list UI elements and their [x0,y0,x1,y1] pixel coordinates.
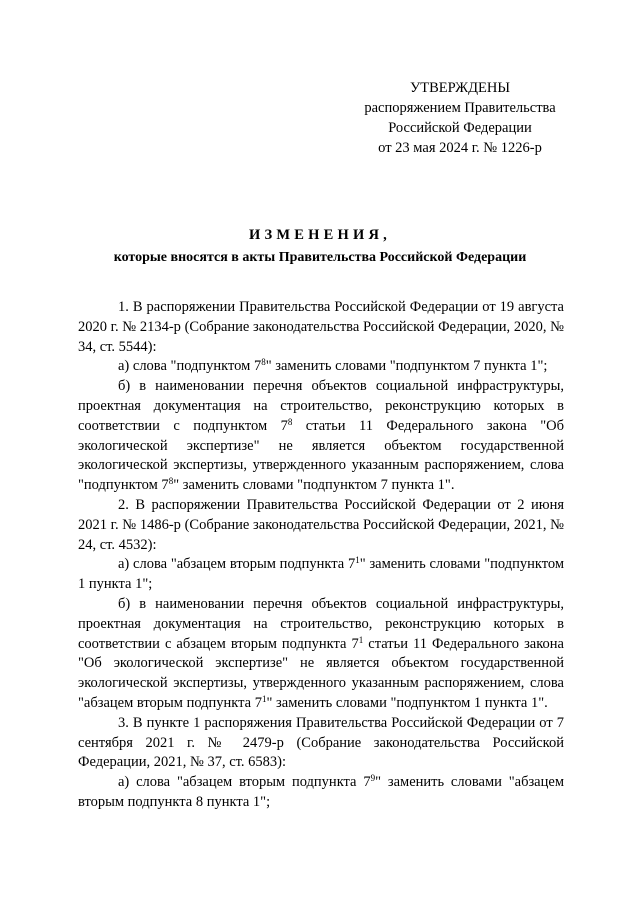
superscript: 1 [355,555,360,566]
paragraph-3a [78,773,564,813]
approval-heading: УТВЕРЖДЕНЫ [409,80,511,96]
text-run: " заменить словами "абзацем вторым подпункта 8 пункта 1"; [78,774,564,810]
paragraph-2a [78,555,564,595]
document-subtitle: которые вносятся в акты Правительства Российской Федерации [113,250,527,265]
paragraph-1a [78,357,564,377]
superscript: 9 [370,773,376,784]
paragraph-1: 1. В распоряжении Правительства Российской Федерации от 19 августа 2020 г. № 2134-р (Собрание законодательства Российской Федерации, 2020, № 34, ст. 5544): [78,299,564,355]
text-run: а) слова "абзацем вторым подпункта 7 [118,556,356,573]
document-title: ИЗМЕНЕНИЯ, [249,227,391,243]
text-run: " заменить словами "подпунктом 7 пункта 1"; [265,358,548,375]
text-run: статьи 11 Федерального закона "Об экологической экспертизе" не является объектом государственной экологической экспертизы, утвержденного указанным распоряжением, слова "абзацем вторым подпункта 7 [78,635,564,711]
approval-authority: распоряжением Правительства [364,100,556,116]
superscript: 8 [287,416,293,427]
approval-stamp [340,78,580,158]
text-run: " заменить словами "подпунктом 7 пункта 1". [173,477,455,494]
text-run: статьи 11 Федерального закона "Об экологической экспертизе" не является объектом государственной экологической экспертизы, утвержденного указанным распоряжением, слова "подпунктом 7 [78,417,564,494]
text-run: " заменить словами "подпунктом 1 пункта 1"; [78,556,565,593]
superscript: 8 [261,357,266,368]
text-run: а) слова "абзацем вторым подпункта 7 [118,774,371,791]
paragraph-2: 2. В распоряжении Правительства Российской Федерации от 2 июня 2021 г. № 1486-р (Собрание законодательства Российской Федерации, 2021, № 24, ст. 4532): [78,496,564,553]
text-run: б) в наименовании перечня объектов социальной инфраструктуры, проектная документация на строительство, реконструкцию которых в соответствии с подпунктом 7 [78,378,564,434]
approval-date-number: от 23 мая 2024 г. № 1226-р [378,140,542,156]
paragraph-1b [78,377,564,496]
document-body [78,298,564,813]
superscript: 8 [168,476,174,487]
approval-country: Российской Федерации [388,120,532,136]
superscript: 1 [358,634,364,645]
text-run: " заменить словами "подпунктом 1 пункта 1". [266,694,548,711]
superscript: 1 [261,693,267,704]
paragraph-2b [78,595,564,714]
text-run: б) в наименовании перечня объектов социальной инфраструктуры, проектная документация на строительство, реконструкцию которых в соответствии с абзацем вторым подпункта 7 [78,595,564,652]
paragraph-3: 3. В пункте 1 распоряжения Правительства Российской Федерации от 7 сентября 2021 г. № 2479-р (Собрание законодательства Российской Федерации, 2021, № 37, ст. 6583): [78,714,564,771]
text-run: а) слова "подпунктом 7 [118,358,262,375]
